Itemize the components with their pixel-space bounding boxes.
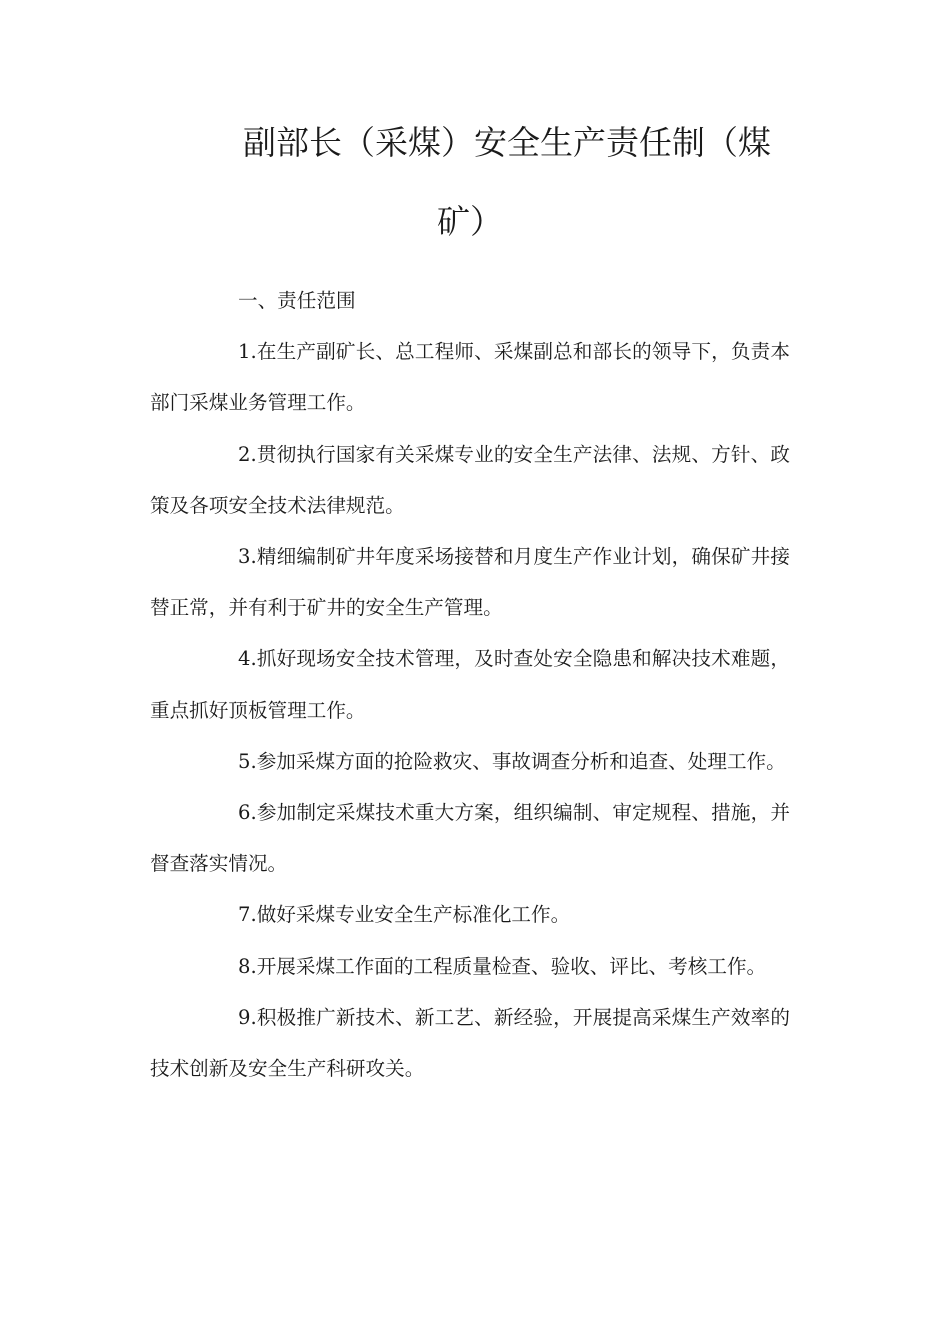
responsibility-item-1: 1.在生产副矿长、总工程师、采煤副总和部长的领导下，负责本部门采煤业务管理工作。 [150,340,790,415]
responsibility-item-7: 7.做好采煤专业安全生产标准化工作。 [238,903,571,927]
document-title-line-1: 副部长（采煤）安全生产责任制（煤 [243,123,771,162]
responsibility-item-6: 6.参加制定采煤技术重大方案，组织编制、审定规程、措施，并督查落实情况。 [150,801,790,876]
section-heading: 一、责任范围 [238,289,356,312]
document-body [150,275,790,1094]
responsibility-item-4: 4.抓好现场安全技术管理，及时查处安全隐患和解决技术难题，重点抓好顶板管理工作。 [150,647,790,722]
responsibility-item-8: 8.开展采煤工作面的工程质量检查、验收、评比、考核工作。 [238,954,767,978]
responsibility-item-3: 3.精细编制矿井年度采场接替和月度生产作业计划，确保矿井接替正常，并有利于矿井的安全生产管理。 [150,545,790,620]
document-title-line-2: 矿） [437,202,503,241]
responsibility-item-5: 5.参加采煤方面的抢险救灾、事故调查分析和追查、处理工作。 [238,749,786,773]
responsibility-item-9: 9.积极推广新技术、新工艺、新经验，开展提高采煤生产效率的技术创新及安全生产科研攻关。 [150,1005,790,1081]
responsibility-item-2: 2.贯彻执行国家有关采煤专业的安全生产法律、法规、方针、政策及各项安全技术法律规范。 [150,442,790,517]
